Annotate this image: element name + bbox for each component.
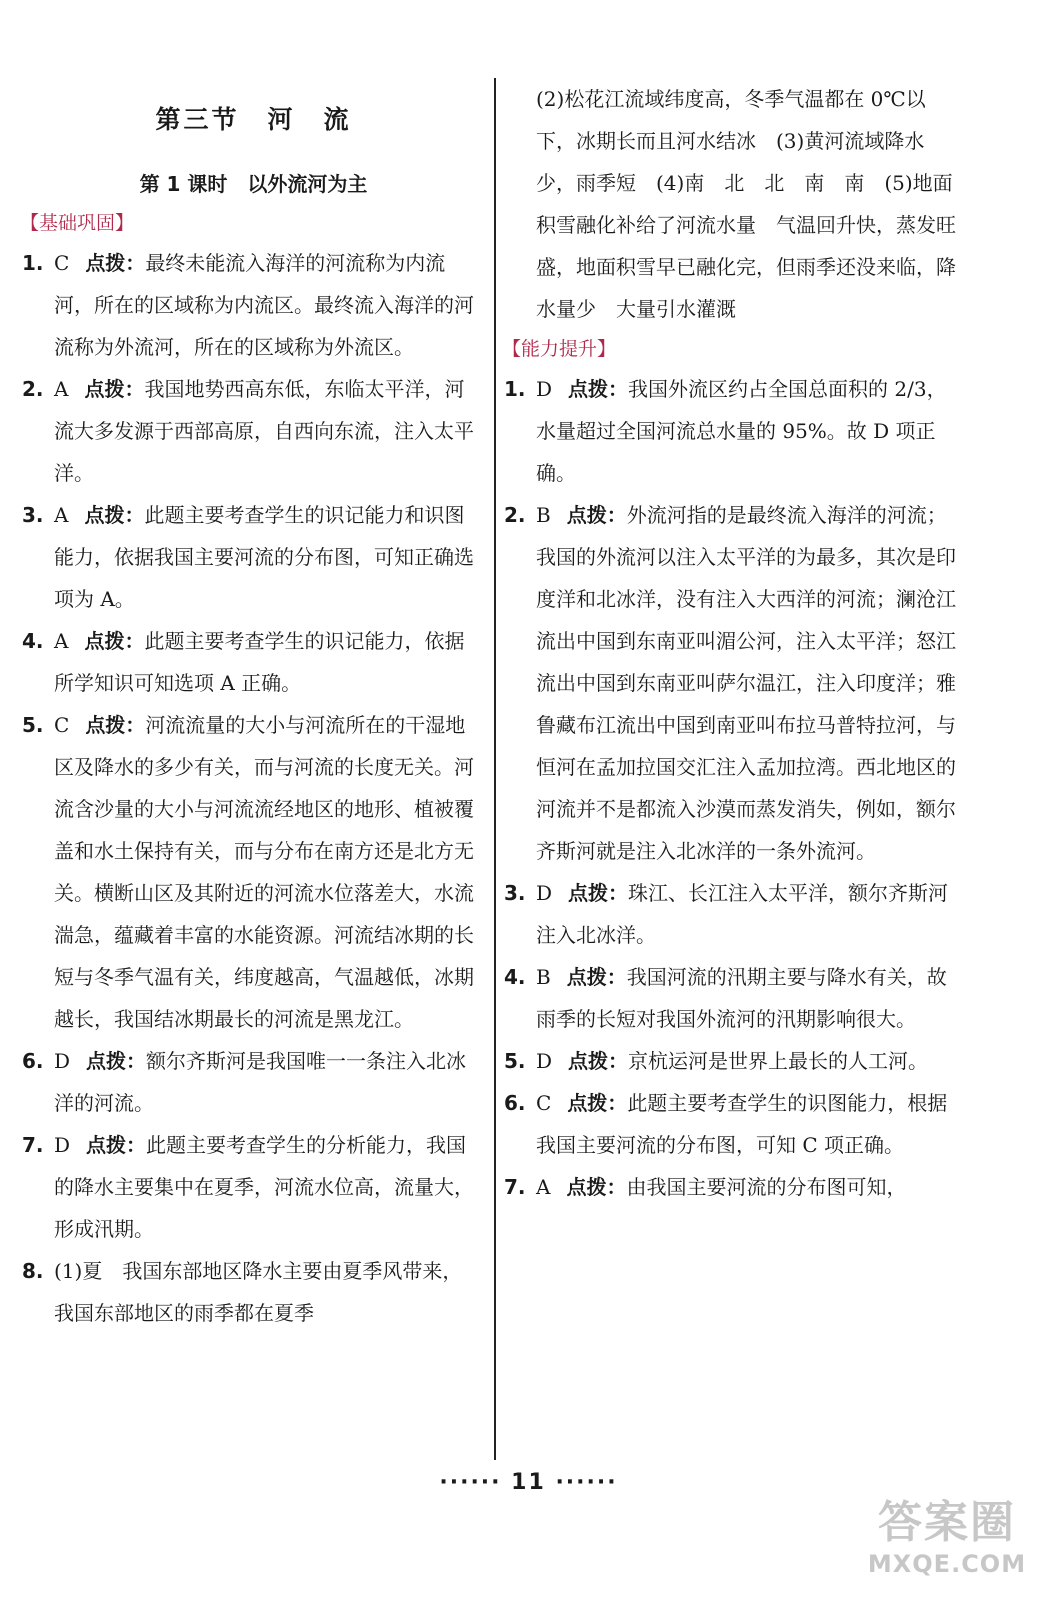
hint-tag: 点拨：: [85, 713, 146, 737]
hint-tag: 点拨：: [84, 629, 145, 653]
answer-item: [22, 704, 481, 1040]
item-number: 7.: [22, 1133, 44, 1157]
hint-tag: 点拨：: [84, 503, 145, 527]
answer-letter: B: [536, 503, 551, 527]
answer-item: [504, 494, 960, 872]
answer-item: [22, 1124, 481, 1250]
item-text: 此题主要考查学生的识记能力和识图能力，依据我国主要河流的分布图，可知正确选项为 A。: [54, 503, 474, 611]
answer-letter: C: [54, 713, 70, 737]
basic-section-label: 【基础巩固】: [20, 212, 135, 234]
answer-item: [22, 620, 481, 704]
column-divider: [494, 78, 496, 1460]
answer-item-8-continued: (2)松花江流域纬度高，冬季气温都在 0℃以下，冰期长而且河水结冰 (3)黄河流域降水少，雨季短 (4)南 北 北 南 南 (5)地面积雪融化补给了河流水量 气温回升快，蒸发旺盛，地面积雪早已融化完，但雨季还没来临，降水量少 大量引水灌溉: [536, 87, 956, 321]
item-text: 此题主要考查学生的分析能力，我国的降水主要集中在夏季，河流水位高，流量大，形成汛期。: [54, 1133, 474, 1241]
answer-letter: D: [536, 1049, 553, 1073]
item-text: 此题主要考查学生的识图能力，根据我国主要河流的分布图，可知 C 项正确。: [536, 1091, 948, 1157]
watermark-main: 答案圈: [878, 1497, 1016, 1548]
answer-letter: A: [54, 377, 69, 401]
hint-tag: 点拨：: [566, 503, 627, 527]
ability-section-label: 【能力提升】: [502, 338, 617, 360]
item-number: 4.: [22, 629, 44, 653]
hint-tag: 点拨：: [84, 377, 145, 401]
item-number: 6.: [22, 1049, 44, 1073]
answer-item: [504, 1040, 960, 1082]
answer-letter: A: [536, 1175, 551, 1199]
item-number: 3.: [22, 503, 44, 527]
hint-tag: 点拨：: [568, 881, 629, 905]
item-number: 5.: [504, 1049, 526, 1073]
right-column: [502, 78, 960, 1208]
item-text: 我国外流区约占全国总面积的 2/3，水量超过全国河流总水量的 95%。故 D 项正确。: [536, 377, 947, 485]
item-text: 京杭运河是世界上最长的人工河。: [628, 1049, 929, 1073]
item-number: 8.: [22, 1259, 44, 1283]
item-number: 5.: [22, 713, 44, 737]
item-text: 额尔齐斯河是我国唯一一条注入北冰洋的河流。: [54, 1049, 467, 1115]
answer-letter: A: [54, 503, 69, 527]
answer-item: [504, 1082, 960, 1166]
answer-letter: C: [536, 1091, 552, 1115]
item-text: (1)夏 我国东部地区降水主要由夏季风带来，我国东部地区的雨季都在夏季: [54, 1259, 463, 1325]
hint-tag: 点拨：: [568, 377, 629, 401]
item-number: 1.: [22, 251, 44, 275]
answer-letter: D: [54, 1049, 71, 1073]
item-text: 此题主要考查学生的识记能力，依据所学知识可知选项 A 正确。: [54, 629, 465, 695]
item-number: 1.: [504, 377, 526, 401]
section-title: 第三节 河 流: [155, 105, 352, 134]
item-number: 7.: [504, 1175, 526, 1199]
answer-item: [504, 1166, 960, 1208]
item-number: 3.: [504, 881, 526, 905]
item-text: 我国地势西高东低，东临太平洋，河流大多发源于西部高原，自西向东流，注入太平洋。: [54, 377, 474, 485]
right-answer-list: [504, 368, 960, 1208]
item-text: 我国河流的汛期主要与降水有关，故雨季的长短对我国外流河的汛期影响很大。: [536, 965, 947, 1031]
item-text: 由我国主要河流的分布图可知，: [626, 1175, 907, 1199]
watermark-sub: MXQE.COM: [867, 1550, 1027, 1578]
item-number: 2.: [504, 503, 526, 527]
answer-item: [22, 494, 481, 620]
item-number: 2.: [22, 377, 44, 401]
hint-tag: 点拨：: [566, 965, 627, 989]
lesson-subtitle: 第 1 课时 以外流河为主: [139, 172, 368, 196]
hint-tag: 点拨：: [85, 251, 146, 275]
item-text: 外流河指的是最终流入海洋的河流；我国的外流河以注入太平洋的为最多，其次是印度洋和北冰洋，没有注入大西洋的河流；澜沧江流出中国到东南亚叫湄公河，注入太平洋；怒江流出中国到东南亚叫萨尔温江，注入印度洋；雅鲁藏布江流出中国到南亚叫布拉马普特拉河，与恒河在孟加拉国交汇注入孟加拉湾。西北地区的河流并不是都流入沙漠而蒸发消失，例如，额尔齐斯河就是注入北冰洋的一条外流河。: [536, 503, 956, 863]
answer-item: [504, 872, 960, 956]
page-number: ······ 11 ······: [439, 1470, 618, 1495]
item-number: 6.: [504, 1091, 526, 1115]
hint-tag: 点拨：: [568, 1049, 629, 1073]
hint-tag: 点拨：: [567, 1091, 628, 1115]
item-text: 珠江、长江注入太平洋，额尔齐斯河注入北冰洋。: [536, 881, 949, 947]
answer-letter: D: [54, 1133, 71, 1157]
item-number: 4.: [504, 965, 526, 989]
watermark-logo: [857, 1496, 1037, 1586]
answer-item: [22, 242, 481, 368]
hint-tag: 点拨：: [566, 1175, 627, 1199]
answer-letter: B: [536, 965, 551, 989]
answer-letter: D: [536, 881, 553, 905]
answer-item: [22, 1040, 481, 1124]
hint-tag: 点拨：: [86, 1049, 147, 1073]
answer-letter: C: [54, 251, 70, 275]
hint-tag: 点拨：: [86, 1133, 147, 1157]
left-answer-list: [22, 242, 481, 1250]
answer-item: [22, 368, 481, 494]
item-text: 河流流量的大小与河流所在的干湿地区及降水的多少有关，而与河流的长度无关。河流含沙量的大小与河流流经地区的地形、植被覆盖和水土保持有关，而与分布在南方还是北方无关。横断山区及其附近的河流水位落差大，水流湍急，蕴藏着丰富的水能资源。河流结冰期的长短与冬季气温有关，纬度越高，气温越低，冰期越长，我国结冰期最长的河流是黑龙江。: [54, 713, 474, 1031]
answer-letter: D: [536, 377, 553, 401]
item-text: 最终未能流入海洋的河流称为内流河，所在的区域称为内流区。最终流入海洋的河流称为外流河，所在的区域称为外流区。: [54, 251, 474, 359]
answer-item: [504, 956, 960, 1040]
answer-letter: A: [54, 629, 69, 653]
answer-item: [504, 368, 960, 494]
left-column: [20, 78, 481, 1334]
answer-item-8: [22, 1250, 481, 1334]
